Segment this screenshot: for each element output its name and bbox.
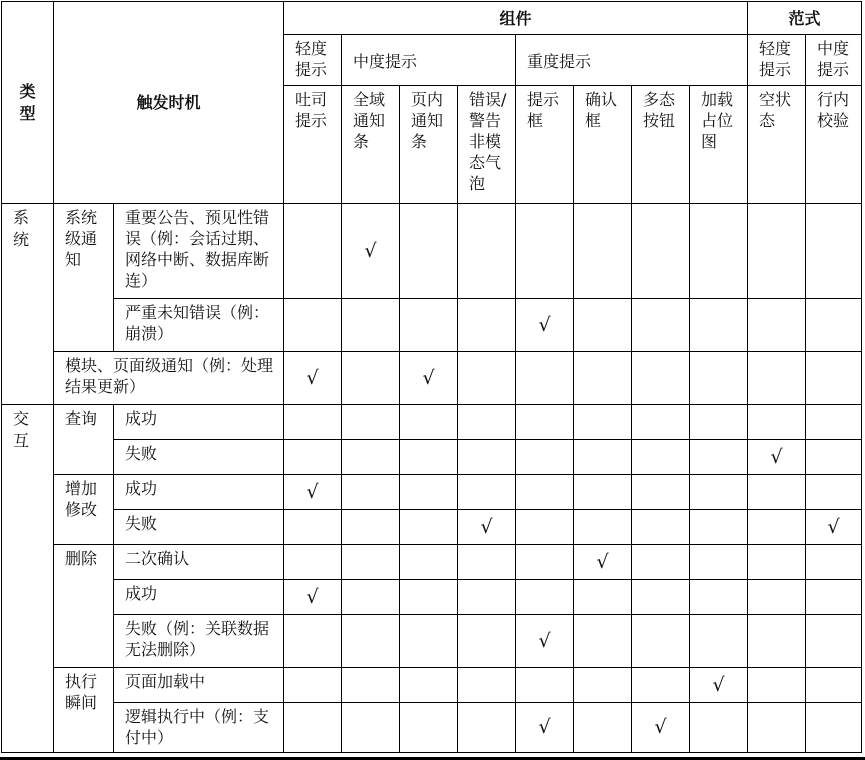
check-mark: √ [516,299,574,352]
trigger-query-success: 成功 [114,405,284,440]
check-mark: √ [690,668,748,703]
check-mark: √ [284,475,342,510]
header-toast: 吐司提示 [284,86,342,204]
header-type: 类型 [2,2,54,204]
type-interaction: 交互 [2,405,54,753]
header-trigger: 触发时机 [54,2,284,204]
trigger-add-success: 成功 [114,475,284,510]
trigger-module: 模块、页面级通知（例：处理结果更新） [54,352,284,405]
type-system: 系统 [2,204,54,405]
header-confirm: 确认框 [574,86,632,204]
header-loading: 加载占位图 [690,86,748,204]
check-mark: √ [574,545,632,580]
check-mark: √ [748,440,806,475]
header-empty: 空状态 [748,86,806,204]
check-mark: √ [284,352,342,405]
header-para-light: 轻度提示 [748,35,806,86]
header-dialog: 提示框 [516,86,574,204]
trigger-delete: 删除 [54,545,114,668]
check-mark: √ [342,204,400,299]
header-comp-light: 轻度提示 [284,35,342,86]
trigger-add-fail: 失败 [114,510,284,545]
header-multi-button: 多态按钮 [632,86,690,204]
trigger-add-edit: 增加修改 [54,475,114,545]
header-components: 组件 [284,2,748,35]
header-paradigm: 范式 [748,2,862,35]
header-comp-medium: 中度提示 [342,35,516,86]
trigger-delete-confirm: 二次确认 [114,545,284,580]
trigger-fatal: 严重未知错误（例：崩溃） [114,299,284,352]
check-mark: √ [458,510,516,545]
header-page-bar: 页内通知条 [400,86,458,204]
check-mark: √ [284,580,342,615]
check-mark: √ [516,703,574,753]
check-mark: √ [400,352,458,405]
check-mark: √ [632,703,690,753]
trigger-delete-fail: 失败（例：关联数据无法删除） [114,615,284,668]
trigger-delete-success: 成功 [114,580,284,615]
trigger-important: 重要公告、预见性错误（例：会话过期、网络中断、数据库断连） [114,204,284,299]
trigger-page-loading: 页面加载中 [114,668,284,703]
trigger-logic-running: 逻辑执行中（例：支付中） [114,703,284,753]
trigger-system-level: 系统级通知 [54,204,114,352]
trigger-query: 查询 [54,405,114,475]
header-bubble: 错误/警告非模态气泡 [458,86,516,204]
header-para-medium: 中度提示 [806,35,862,86]
header-global-bar: 全域通知条 [342,86,400,204]
check-mark: √ [806,510,862,545]
header-comp-heavy: 重度提示 [516,35,748,86]
trigger-query-fail: 失败 [114,440,284,475]
feedback-matrix-table [1,1,862,753]
header-inline: 行内校验 [806,86,862,204]
check-mark: √ [516,615,574,668]
trigger-exec: 执行瞬间 [54,668,114,753]
